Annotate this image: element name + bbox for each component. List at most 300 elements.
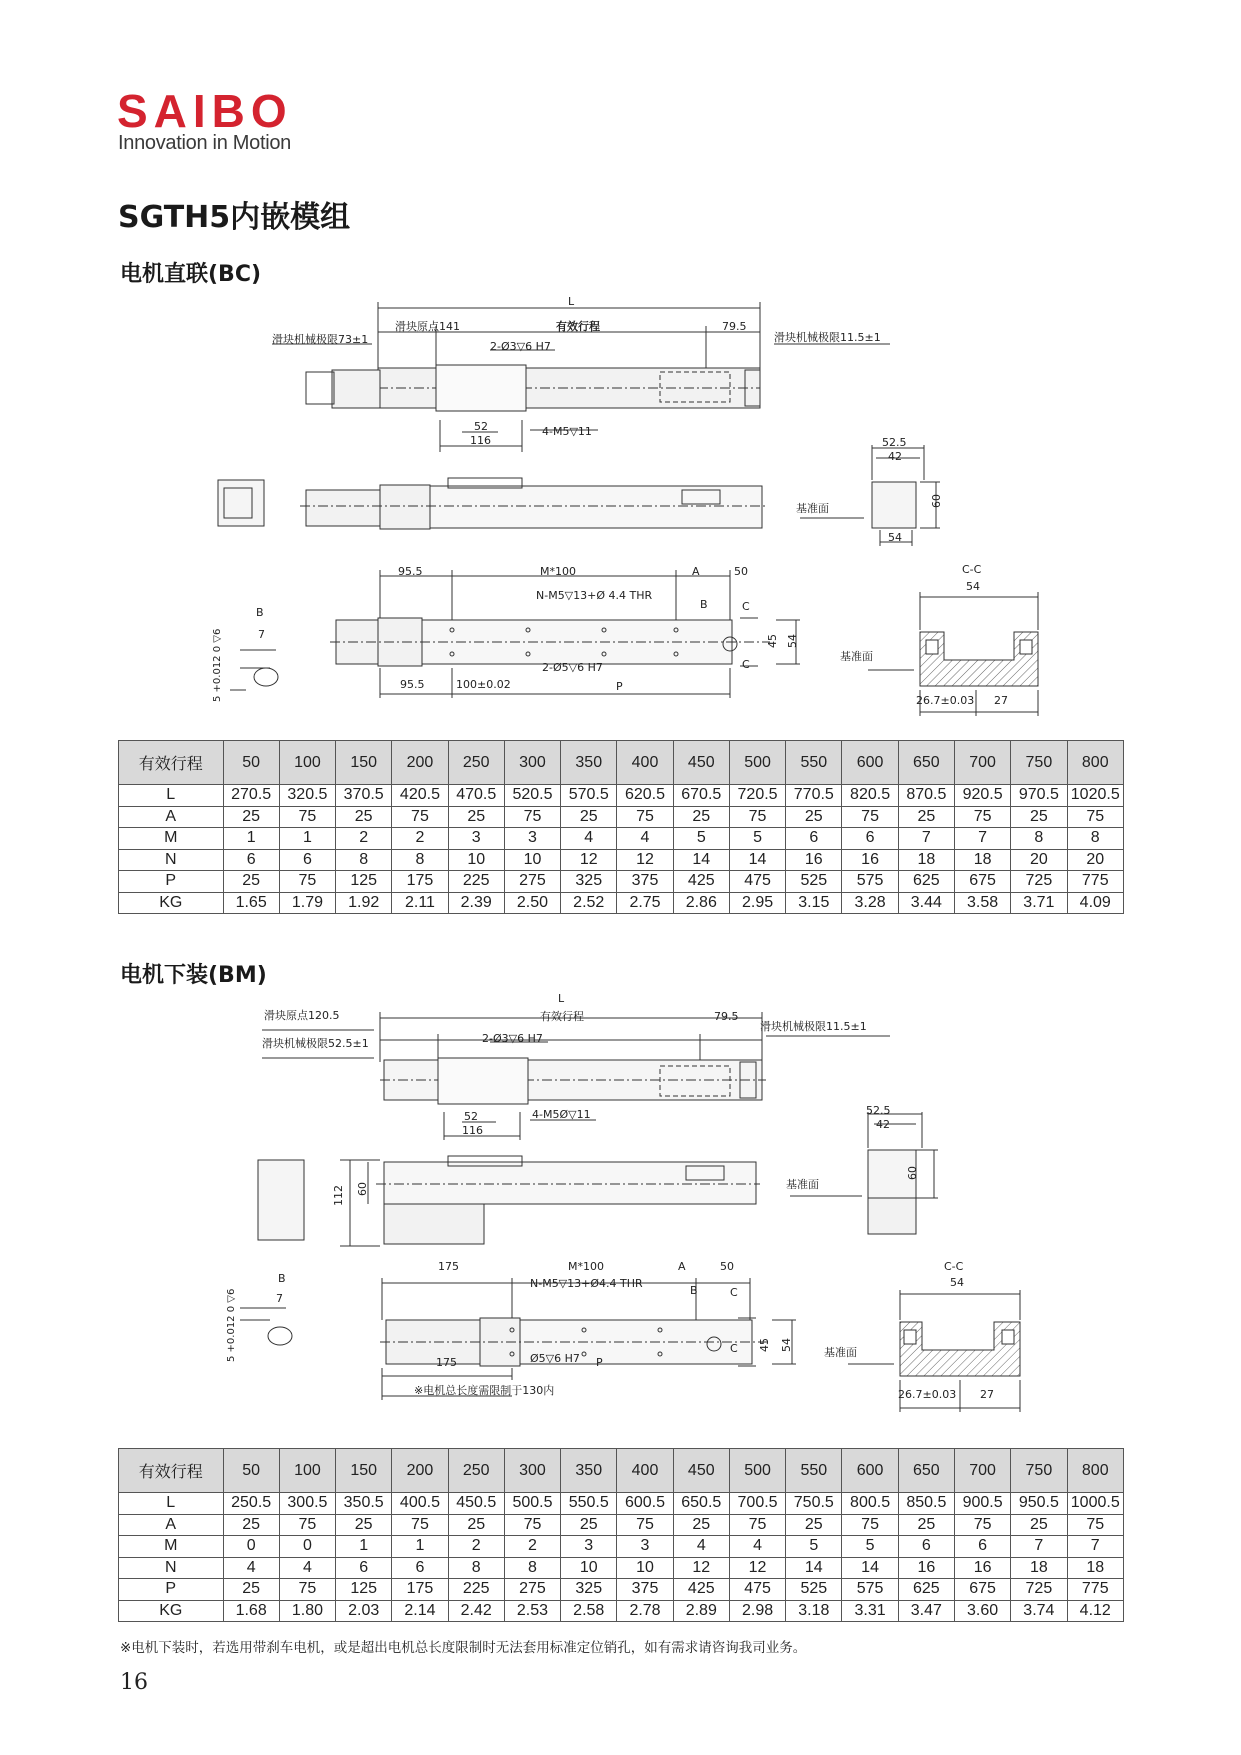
bc-dim-795: 79.5 xyxy=(722,320,747,333)
table-cell: 475 xyxy=(729,1579,785,1601)
table-cell: 300.5 xyxy=(279,1493,335,1515)
table-row-label: N xyxy=(119,1557,224,1579)
table-header-cell: 350 xyxy=(561,741,617,785)
table-cell: 470.5 xyxy=(448,785,504,807)
table-header-cell: 100 xyxy=(279,1449,335,1493)
table-cell: 3.18 xyxy=(786,1600,842,1622)
table-cell: 25 xyxy=(898,1514,954,1536)
table-row-label: N xyxy=(119,849,224,871)
bc-cc-54: 54 xyxy=(966,580,980,593)
bc-detail-tol: 5 +0.012 0 ▽6 xyxy=(212,628,223,702)
brand-logo: SAIBO xyxy=(117,85,293,137)
table-cell: 75 xyxy=(617,1514,673,1536)
bm-dim-175-top: 175 xyxy=(438,1260,459,1273)
table-cell: 325 xyxy=(561,1579,617,1601)
bm-screw-label: 4-M5Ø▽11 xyxy=(532,1108,591,1121)
table-cell: 2.42 xyxy=(448,1600,504,1622)
table-cell: 4.09 xyxy=(1067,892,1124,914)
table-cell: 5 xyxy=(673,828,729,850)
bm-motor-note: ※电机总长度需限制于130内 xyxy=(414,1384,555,1397)
table-cell: 10 xyxy=(504,849,560,871)
table-cell: 650.5 xyxy=(673,1493,729,1515)
table-cell: 620.5 xyxy=(617,785,673,807)
table-cell: 520.5 xyxy=(504,785,560,807)
table-cell: 6 xyxy=(279,849,335,871)
table-cell: 1 xyxy=(392,1536,448,1558)
table-cell: 1 xyxy=(223,828,279,850)
table-row-label: M xyxy=(119,828,224,850)
table-row xyxy=(119,806,1124,828)
table-header-cell: 50 xyxy=(223,741,279,785)
table-cell: 18 xyxy=(954,849,1010,871)
bm-dim-p: P xyxy=(596,1356,603,1369)
table-cell: 8 xyxy=(1067,828,1124,850)
table-cell: 75 xyxy=(1067,1514,1124,1536)
table-row-label: KG xyxy=(119,892,224,914)
bc-dim-955-top: 95.5 xyxy=(398,565,423,578)
table-header-cell: 550 xyxy=(786,1449,842,1493)
bc-dim-p: P xyxy=(616,680,623,693)
table-cell: 75 xyxy=(954,1514,1010,1536)
table-header-cell: 300 xyxy=(504,1449,560,1493)
bc-dim-50: 50 xyxy=(734,565,748,578)
table-header-row xyxy=(119,741,1124,785)
table-cell: 75 xyxy=(392,1514,448,1536)
bm-dim-795: 79.5 xyxy=(714,1010,739,1023)
table-cell: 4 xyxy=(617,828,673,850)
bc-cc-datum: 基准面 xyxy=(840,650,873,663)
table-cell: 370.5 xyxy=(336,785,392,807)
table-row xyxy=(119,1579,1124,1601)
table-cell: 25 xyxy=(223,1514,279,1536)
table-cell: 1.80 xyxy=(279,1600,335,1622)
bm-pin2-label: Ø5▽6 H7 xyxy=(530,1352,580,1365)
table-cell: 575 xyxy=(842,871,898,893)
table-cell: 18 xyxy=(1011,1557,1067,1579)
table-cell: 75 xyxy=(954,806,1010,828)
table-cell: 2 xyxy=(392,828,448,850)
bc-nm5-label: N-M5▽13+Ø 4.4 THR xyxy=(536,589,653,602)
table-header-row xyxy=(119,1449,1124,1493)
bc-dim-stroke: 有效行程 xyxy=(556,320,600,333)
table-cell: 6 xyxy=(786,828,842,850)
table-cell: 10 xyxy=(561,1557,617,1579)
table-cell: 4.12 xyxy=(1067,1600,1124,1622)
table-cell: 1.68 xyxy=(223,1600,279,1622)
section-title-bm: 电机下装(BM) xyxy=(120,963,267,988)
table-row xyxy=(119,1493,1124,1515)
table-cell: 2 xyxy=(336,828,392,850)
bm-dim-54: 54 xyxy=(780,1338,793,1352)
table-cell: 2.86 xyxy=(673,892,729,914)
table-cell: 2 xyxy=(504,1536,560,1558)
table-cell: 750.5 xyxy=(786,1493,842,1515)
table-cell: 2.89 xyxy=(673,1600,729,1622)
bc-dim-525: 52.5 xyxy=(882,436,907,449)
bm-dim-l: L xyxy=(558,992,565,1005)
table-cell: 6 xyxy=(898,1536,954,1558)
bm-b-marker: B xyxy=(690,1284,698,1297)
table-cell: 1.79 xyxy=(279,892,335,914)
table-cell: 6 xyxy=(954,1536,1010,1558)
bm-limit-left: 滑块机械极限52.5±1 xyxy=(262,1037,369,1050)
table-cell: 320.5 xyxy=(279,785,335,807)
table-cell: 6 xyxy=(842,828,898,850)
bc-limit-right: 滑块机械极限11.5±1 xyxy=(774,331,881,344)
table-cell: 425 xyxy=(673,1579,729,1601)
table-cell: 175 xyxy=(392,1579,448,1601)
table-cell: 725 xyxy=(1011,871,1067,893)
table-cell: 2.14 xyxy=(392,1600,448,1622)
table-cell: 1 xyxy=(336,1536,392,1558)
table-cell: 950.5 xyxy=(1011,1493,1067,1515)
bm-detail-b: B xyxy=(278,1272,286,1285)
table-cell: 8 xyxy=(392,849,448,871)
bm-nm5-label: N-M5▽13+Ø4.4 THR xyxy=(530,1277,643,1290)
table-cell: 270.5 xyxy=(223,785,279,807)
table-cell: 5 xyxy=(842,1536,898,1558)
bc-datum-label: 基准面 xyxy=(796,502,829,515)
table-cell: 570.5 xyxy=(561,785,617,807)
bm-limit-right: 滑块机械极限11.5±1 xyxy=(760,1020,867,1033)
table-cell: 75 xyxy=(729,1514,785,1536)
table-cell: 4 xyxy=(729,1536,785,1558)
bc-dim-116: 116 xyxy=(470,434,491,447)
bm-detail-tol: 5 +0.012 0 ▽6 xyxy=(226,1288,237,1362)
table-header-cell: 750 xyxy=(1011,741,1067,785)
bc-c-marker-top: C xyxy=(742,600,750,613)
table-cell: 4 xyxy=(223,1557,279,1579)
table-header-cell: 600 xyxy=(842,1449,898,1493)
table-cell: 75 xyxy=(729,806,785,828)
bc-dim-m100: M*100 xyxy=(540,565,576,578)
brand-tagline: Innovation in Motion xyxy=(118,132,292,154)
table-cell: 8 xyxy=(504,1557,560,1579)
table-row xyxy=(119,1514,1124,1536)
bc-spec-table xyxy=(118,740,1124,914)
table-cell: 3.58 xyxy=(954,892,1010,914)
table-cell: 1.65 xyxy=(223,892,279,914)
table-cell: 525 xyxy=(786,871,842,893)
table-cell: 550.5 xyxy=(561,1493,617,1515)
table-header-cell: 有效行程 xyxy=(119,741,224,785)
table-cell: 350.5 xyxy=(336,1493,392,1515)
bc-cc-267: 26.7±0.03 xyxy=(916,694,975,707)
bm-dim-52: 52 xyxy=(464,1110,478,1123)
bc-pin-label: 2-Ø3▽6 H7 xyxy=(490,340,551,353)
table-cell: 75 xyxy=(392,806,448,828)
table-cell: 1020.5 xyxy=(1067,785,1124,807)
bm-cc-datum: 基准面 xyxy=(824,1346,857,1359)
table-cell: 75 xyxy=(617,806,673,828)
table-cell: 25 xyxy=(223,871,279,893)
table-cell: 75 xyxy=(842,806,898,828)
table-cell: 20 xyxy=(1067,849,1124,871)
table-cell: 525 xyxy=(786,1579,842,1601)
table-row-label: P xyxy=(119,871,224,893)
bc-dim-origin: 滑块原点141 xyxy=(395,320,460,333)
table-cell: 575 xyxy=(842,1579,898,1601)
bm-dim-50: 50 xyxy=(720,1260,734,1273)
table-cell: 820.5 xyxy=(842,785,898,807)
table-cell: 16 xyxy=(786,849,842,871)
table-row xyxy=(119,871,1124,893)
table-cell: 400.5 xyxy=(392,1493,448,1515)
table-cell: 275 xyxy=(504,1579,560,1601)
table-cell: 12 xyxy=(673,1557,729,1579)
table-header-cell: 400 xyxy=(617,1449,673,1493)
table-row-label: L xyxy=(119,1493,224,1515)
table-cell: 6 xyxy=(223,849,279,871)
table-cell: 1.92 xyxy=(336,892,392,914)
table-cell: 10 xyxy=(448,849,504,871)
table-cell: 3.47 xyxy=(898,1600,954,1622)
bc-screw-label: 4-M5▽11 xyxy=(542,425,592,438)
table-cell: 2.50 xyxy=(504,892,560,914)
table-cell: 3 xyxy=(448,828,504,850)
bc-dim-a: A xyxy=(692,565,700,578)
bm-cc-54: 54 xyxy=(950,1276,964,1289)
table-header-cell: 450 xyxy=(673,741,729,785)
table-cell: 25 xyxy=(1011,1514,1067,1536)
bm-dim-a: A xyxy=(678,1260,686,1273)
table-cell: 225 xyxy=(448,1579,504,1601)
table-header-cell: 150 xyxy=(336,1449,392,1493)
table-cell: 125 xyxy=(336,1579,392,1601)
table-cell: 670.5 xyxy=(673,785,729,807)
table-cell: 2.53 xyxy=(504,1600,560,1622)
table-row xyxy=(119,849,1124,871)
table-cell: 25 xyxy=(673,1514,729,1536)
table-cell: 425 xyxy=(673,871,729,893)
table-cell: 775 xyxy=(1067,1579,1124,1601)
table-cell: 16 xyxy=(898,1557,954,1579)
table-cell: 25 xyxy=(336,1514,392,1536)
table-cell: 3 xyxy=(504,828,560,850)
table-header-cell: 800 xyxy=(1067,1449,1124,1493)
table-cell: 14 xyxy=(842,1557,898,1579)
bc-dim-955-bottom: 95.5 xyxy=(400,678,425,691)
section-title-bc: 电机直联(BC) xyxy=(120,262,262,287)
table-cell: 625 xyxy=(898,871,954,893)
table-cell: 2.75 xyxy=(617,892,673,914)
bm-dim-60: 60 xyxy=(356,1182,369,1196)
table-cell: 7 xyxy=(898,828,954,850)
table-row xyxy=(119,785,1124,807)
table-cell: 3.15 xyxy=(786,892,842,914)
table-cell: 775 xyxy=(1067,871,1124,893)
bc-side-view xyxy=(218,445,940,546)
table-cell: 675 xyxy=(954,871,1010,893)
table-cell: 6 xyxy=(392,1557,448,1579)
table-cell: 500.5 xyxy=(504,1493,560,1515)
table-row-label: KG xyxy=(119,1600,224,1622)
table-cell: 1 xyxy=(279,828,335,850)
table-cell: 3.31 xyxy=(842,1600,898,1622)
table-header-cell: 600 xyxy=(842,741,898,785)
table-cell: 375 xyxy=(617,871,673,893)
table-cell: 720.5 xyxy=(729,785,785,807)
table-cell: 14 xyxy=(729,849,785,871)
bc-dim-7: 7 xyxy=(258,628,265,641)
table-cell: 3 xyxy=(561,1536,617,1558)
bm-dim-116: 116 xyxy=(462,1124,483,1137)
table-header-cell: 200 xyxy=(392,1449,448,1493)
bc-dim-42: 42 xyxy=(888,450,902,463)
table-cell: 25 xyxy=(1011,806,1067,828)
table-header-cell: 200 xyxy=(392,741,448,785)
table-row-label: A xyxy=(119,1514,224,1536)
footnote: ※电机下装时，若选用带刹车电机，或是超出电机总长度限制时无法套用标准定位销孔，如有需求请咨询我司业务。 xyxy=(120,1640,807,1656)
table-header-cell: 750 xyxy=(1011,1449,1067,1493)
table-row-label: P xyxy=(119,1579,224,1601)
bc-dim-45: 45 xyxy=(766,634,779,648)
table-header-cell: 150 xyxy=(336,741,392,785)
table-cell: 75 xyxy=(279,806,335,828)
page-number: 16 xyxy=(120,1670,148,1695)
table-cell: 75 xyxy=(279,1579,335,1601)
table-cell: 75 xyxy=(842,1514,898,1536)
table-cell: 3 xyxy=(617,1536,673,1558)
table-row-label: L xyxy=(119,785,224,807)
bm-datum-label: 基准面 xyxy=(786,1178,819,1191)
table-cell: 420.5 xyxy=(392,785,448,807)
table-cell: 8 xyxy=(448,1557,504,1579)
table-row xyxy=(119,892,1124,914)
table-cell: 25 xyxy=(448,806,504,828)
table-cell: 175 xyxy=(392,871,448,893)
bm-cc-267: 26.7±0.03 xyxy=(898,1388,957,1401)
bc-dim-l: L xyxy=(568,295,575,308)
table-cell: 3.74 xyxy=(1011,1600,1067,1622)
table-cell: 4 xyxy=(561,828,617,850)
table-cell: 5 xyxy=(786,1536,842,1558)
bm-cc-label: C-C xyxy=(944,1260,964,1273)
bc-pin2-label: 2-Ø5▽6 H7 xyxy=(542,661,603,674)
table-cell: 8 xyxy=(1011,828,1067,850)
table-header-cell: 50 xyxy=(223,1449,279,1493)
table-header-cell: 有效行程 xyxy=(119,1449,224,1493)
table-cell: 25 xyxy=(448,1514,504,1536)
table-cell: 12 xyxy=(561,849,617,871)
table-header-cell: 700 xyxy=(954,741,1010,785)
table-header-cell: 300 xyxy=(504,741,560,785)
bm-c-marker-top: C xyxy=(730,1286,738,1299)
table-cell: 18 xyxy=(898,849,954,871)
table-cell: 900.5 xyxy=(954,1493,1010,1515)
table-cell: 25 xyxy=(336,806,392,828)
bc-dim-54: 54 xyxy=(888,531,902,544)
table-cell: 2.11 xyxy=(392,892,448,914)
bc-bottom-view xyxy=(230,570,800,698)
bm-dim-525: 52.5 xyxy=(866,1104,891,1117)
table-cell: 0 xyxy=(223,1536,279,1558)
table-header-cell: 500 xyxy=(729,741,785,785)
table-row xyxy=(119,1536,1124,1558)
table-cell: 7 xyxy=(954,828,1010,850)
table-cell: 2.98 xyxy=(729,1600,785,1622)
bc-detail-b: B xyxy=(256,606,264,619)
bc-dim-100: 100±0.02 xyxy=(456,678,511,691)
table-cell: 25 xyxy=(898,806,954,828)
table-cell: 3.60 xyxy=(954,1600,1010,1622)
table-cell: 20 xyxy=(1011,849,1067,871)
table-row-label: A xyxy=(119,806,224,828)
table-header-cell: 550 xyxy=(786,741,842,785)
table-cell: 75 xyxy=(1067,806,1124,828)
table-cell: 14 xyxy=(786,1557,842,1579)
page-title: SGTH5内嵌模组 xyxy=(118,200,351,235)
bm-dim-45: 45 xyxy=(758,1338,771,1352)
table-cell: 25 xyxy=(561,1514,617,1536)
table-cell: 4 xyxy=(673,1536,729,1558)
bc-dim-54b: 54 xyxy=(786,634,799,648)
table-cell: 25 xyxy=(786,1514,842,1536)
bm-dim-stroke: 有效行程 xyxy=(540,1010,584,1023)
table-cell: 2.39 xyxy=(448,892,504,914)
bm-dim-origin: 滑块原点120.5 xyxy=(264,1009,340,1022)
table-cell: 1000.5 xyxy=(1067,1493,1124,1515)
table-cell: 5 xyxy=(729,828,785,850)
table-cell: 7 xyxy=(1067,1536,1124,1558)
bm-spec-table xyxy=(118,1448,1124,1622)
table-cell: 6 xyxy=(336,1557,392,1579)
table-cell: 275 xyxy=(504,871,560,893)
table-cell: 75 xyxy=(504,806,560,828)
table-header-cell: 250 xyxy=(448,741,504,785)
table-cell: 250.5 xyxy=(223,1493,279,1515)
bc-b-marker: B xyxy=(700,598,708,611)
bm-dim-m100: M*100 xyxy=(568,1260,604,1273)
table-header-cell: 500 xyxy=(729,1449,785,1493)
table-cell: 700.5 xyxy=(729,1493,785,1515)
table-cell: 2.78 xyxy=(617,1600,673,1622)
table-header-cell: 700 xyxy=(954,1449,1010,1493)
table-cell: 725 xyxy=(1011,1579,1067,1601)
bm-dim-7: 7 xyxy=(276,1292,283,1305)
table-cell: 920.5 xyxy=(954,785,1010,807)
table-cell: 8 xyxy=(336,849,392,871)
table-cell: 850.5 xyxy=(898,1493,954,1515)
table-header-cell: 650 xyxy=(898,1449,954,1493)
table-cell: 3.44 xyxy=(898,892,954,914)
table-cell: 675 xyxy=(954,1579,1010,1601)
table-cell: 12 xyxy=(729,1557,785,1579)
table-cell: 75 xyxy=(279,1514,335,1536)
table-row-label: M xyxy=(119,1536,224,1558)
table-header-cell: 450 xyxy=(673,1449,729,1493)
bc-limit-left: 滑块机械极限73±1 xyxy=(272,333,369,346)
table-cell: 770.5 xyxy=(786,785,842,807)
table-cell: 16 xyxy=(954,1557,1010,1579)
table-cell: 2.03 xyxy=(336,1600,392,1622)
bc-c-marker-bottom: C xyxy=(742,658,750,671)
table-cell: 450.5 xyxy=(448,1493,504,1515)
table-cell: 25 xyxy=(561,806,617,828)
table-cell: 3.71 xyxy=(1011,892,1067,914)
table-row xyxy=(119,1600,1124,1622)
table-cell: 10 xyxy=(617,1557,673,1579)
table-header-cell: 800 xyxy=(1067,741,1124,785)
table-cell: 75 xyxy=(504,1514,560,1536)
table-cell: 25 xyxy=(223,806,279,828)
table-cell: 2 xyxy=(448,1536,504,1558)
table-cell: 16 xyxy=(842,849,898,871)
bm-cc-27: 27 xyxy=(980,1388,994,1401)
bm-c-marker-bottom: C xyxy=(730,1342,738,1355)
table-header-cell: 100 xyxy=(279,741,335,785)
table-cell: 2.58 xyxy=(561,1600,617,1622)
